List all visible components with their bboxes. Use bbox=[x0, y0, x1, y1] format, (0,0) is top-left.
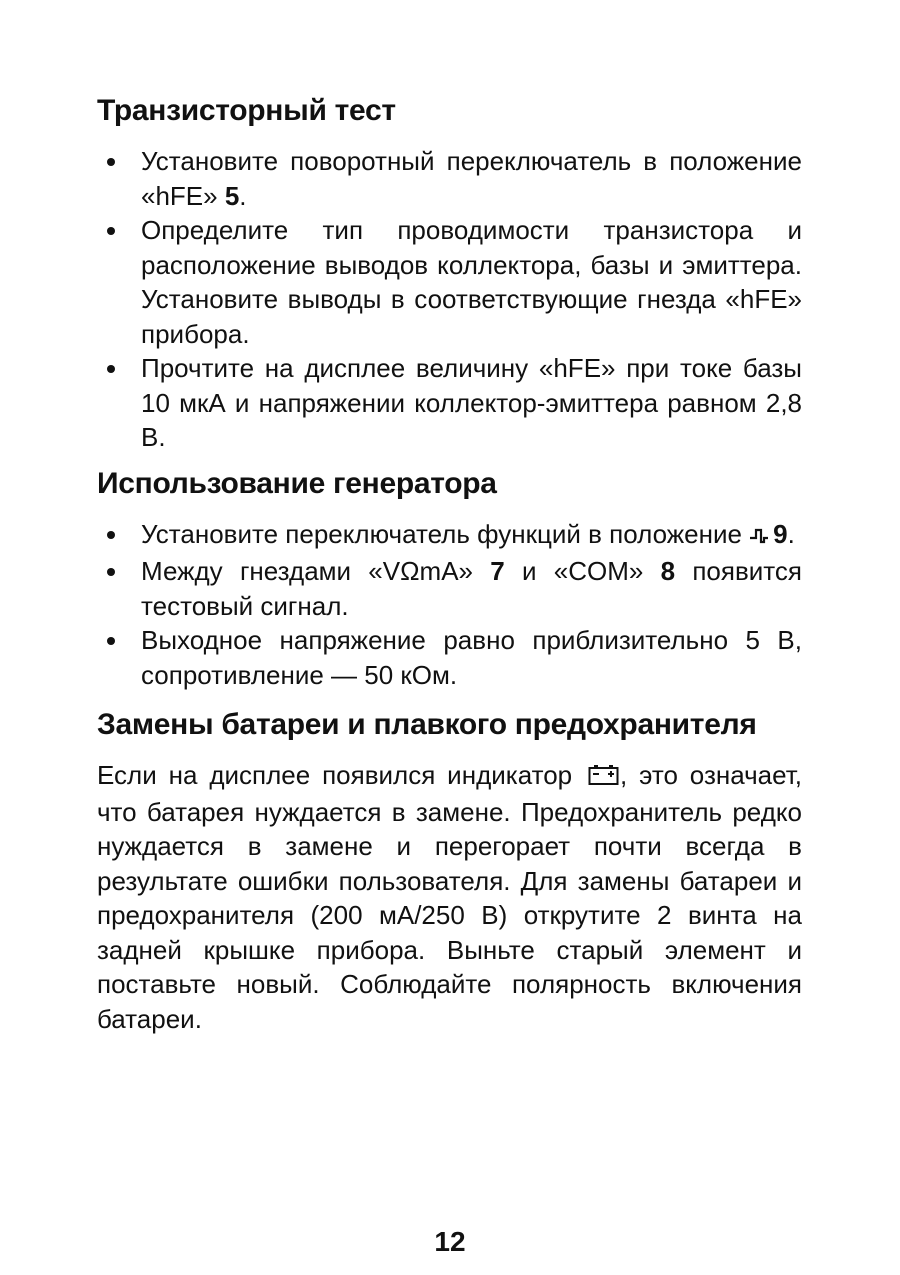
list-item-text: Выходное напряжение равно приблизительно 5 В, сопротивление — 50 кОм. bbox=[141, 625, 802, 690]
list-item-text: Определите тип проводимости транзистора и расположение выводов коллектора, базы и эмиттера. Установите выводы в соответствующие гнезда «hFE» прибора. bbox=[141, 215, 802, 349]
reference-number: 9 bbox=[773, 518, 788, 549]
list-item bbox=[97, 351, 802, 455]
list-item bbox=[97, 517, 802, 555]
list-item bbox=[97, 144, 802, 213]
list-item-text: Установите поворотный переключатель в положение «hFE» bbox=[141, 146, 802, 211]
section-heading-generator: Использование генератора bbox=[97, 466, 497, 500]
transistor-test-list bbox=[97, 144, 802, 455]
page-number: 12 bbox=[434, 1226, 466, 1257]
section-heading-transistor-test: Транзисторный тест bbox=[97, 94, 396, 127]
list-item-text: Установите переключатель функций в положение bbox=[141, 518, 750, 549]
list-item bbox=[97, 213, 802, 351]
battery-icon bbox=[588, 760, 620, 795]
list-item-text: . bbox=[239, 180, 247, 211]
list-item-text: Между гнездами «VΩmA» bbox=[141, 556, 491, 586]
square-wave-icon bbox=[749, 520, 769, 555]
list-item-text: . bbox=[787, 518, 795, 549]
generator-list bbox=[97, 517, 802, 693]
reference-number: 5 bbox=[224, 180, 240, 211]
list-item bbox=[97, 554, 802, 623]
page-content bbox=[97, 92, 802, 1036]
section-heading-battery-fuse: Замены батареи и плавкого предохранителя bbox=[97, 708, 757, 741]
list-item-text: появится тестовый сигнал. bbox=[141, 556, 802, 621]
paragraph-text: , это означает, что батарея нуждается в замене. Предохранитель редко нуждается в замене и перегорает почти всегда в результате ошибки пользователя. Для замены батареи и предохранителя (200 мА/250 В) открутите 2 винта на задней крышке прибора. Выньте старый элемент и поставьте новый. Соблюдайте полярность включения батареи. bbox=[97, 760, 802, 1034]
battery-fuse-paragraph bbox=[97, 758, 802, 1036]
paragraph-text: Если на дисплее появился индикатор bbox=[97, 760, 585, 790]
list-item bbox=[97, 623, 802, 692]
reference-number: 8 bbox=[660, 556, 676, 586]
list-item-text: Прочтите на дисплее величину «hFE» при токе базы 10 мкА и напряжении коллектор-эмиттера равном 2,8 В. bbox=[141, 353, 802, 452]
reference-number: 7 bbox=[490, 556, 505, 586]
list-item-text: и «COM» bbox=[504, 556, 661, 586]
